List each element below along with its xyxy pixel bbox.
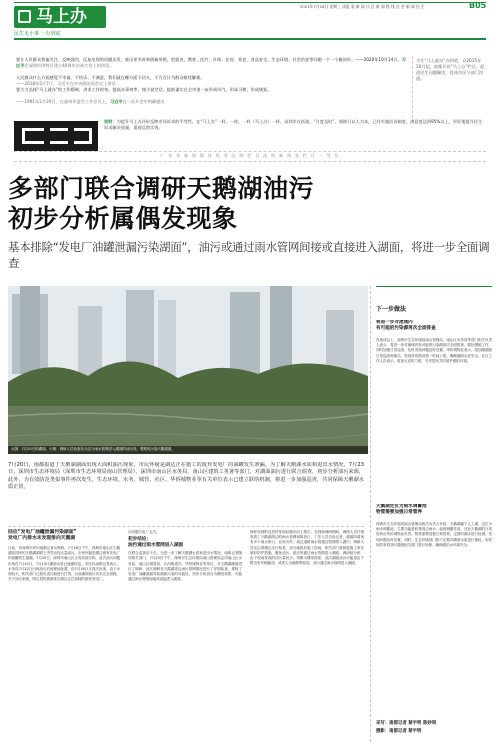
photo-caption: 大图：7月20日的湖面。小图：调研人员检查从为这与雨水管网进入湖面的油污线，观察有污染天鹅湖面。	[11, 447, 175, 451]
section-mark-bar-2	[50, 128, 68, 144]
award-line: 广 东 省 新 闻 媒 体 优 秀 品 牌 栏 目 深 圳 新 闻 奖 栏 目 一 等 奖	[160, 153, 340, 158]
intro-quote-1-tail: 在深圳经济特区建立40周年庆祝大会上的讲话。	[24, 63, 114, 68]
next-steps-heading-2a: 天鹅湖定位为雨水调蓄池	[376, 504, 427, 509]
date-line: 2021年7月28日 星期三 读报 看 新 闻 社 区 新 闻 热 线 社 会 新 闻 民 生	[300, 4, 425, 9]
story-heading-1: 回应“发电厂油罐泄漏污染湖面”	[8, 530, 77, 535]
section-mark	[14, 121, 98, 151]
award-rule-bottom	[14, 161, 486, 162]
story-heading-2: 发电厂内排水未发现排向天鹅湖	[8, 536, 76, 541]
section-mark-bar	[22, 128, 44, 144]
sidebar-divider	[370, 286, 371, 742]
next-steps-header: 下一步做法	[376, 306, 407, 313]
masthead	[0, 0, 500, 40]
intro-quote-2-text: 人民群众什么方面感觉不幸福、不快乐、不满意，我们就在哪方面下功夫，千方百计为群众排忧解难。	[16, 75, 205, 80]
lead-paragraph: 7月20日，南都报道了天鹅湖湖面出现大面积油污现象，市民怀疑是湖边正在施工的废弃发电厂的油罐发生泄漏。为了解天鹅湖水质和进出水情况，7月23日，深圳市生态环境局（深圳市生态环境局南山管理局）、深圳市南山区水务局、南山区建筑工务署等部门，对湖面油污进行联合调查，初步分析油污来源，此外，为有效防范类似事件再次发生，生态环境、水务、城管、社区、华侨城物业等有关单位表示已建立联络机制，将进一步加强巡查，共同保障天鹅湖水质正常。	[8, 462, 364, 491]
next-steps-sidebar	[376, 286, 492, 744]
photo-scene	[8, 286, 368, 454]
next-steps-header-rule	[376, 286, 492, 287]
next-steps-text-2: 深圳市生态环境局南山管理局相关负责人介绍，天鹅湖属于人工湖，定位为雨水调蓄池，主要功能是收集周边雨水，起到调蓄作用。目前天鹅湖的日常管养由华侨城物业负责，物管需要加强日常管养，定期对湖水进行检测，发现问题及时处置。同时，生态环境部门将不定期对湖面水质进行抽检，如发现异常将及时通报相关部门进行处理，确保湖泊水环境安全。	[376, 522, 492, 547]
subheadline: 基本排除“发电厂油罐泄漏污染湖面”，油污或通过雨水管网间接或直接进入湖面，将进一步全面调查	[8, 240, 490, 270]
award-rule-top	[14, 151, 486, 152]
intro-quote-3-text: 要大力弘扬“马上就办”的工作精神，讲求工作时效，提高办事效率，使少说空话，提前谋实在全市进一步形成风气，形成习惯，形成规矩。	[16, 87, 272, 92]
story-column-2-intro: 污问题与电厂无关。	[128, 530, 160, 534]
masthead-top-rule	[14, 2, 486, 3]
section-mark-bar-3	[74, 128, 92, 144]
story-column-2-text: 在联合巡查后不久，为进一步了解天鹅湖水质和进出水情况，南都记者随同相关部门，7月23日下午，深圳市生态环境局南山管理局会同南山区水务局、南山区城管局、沙河街道办、华侨城物业等单位，对天鹅湖湖面进行了调研。此次调研对天鹅湖周边雨污管网情况进行了详细检查，排除了发电厂油罐泄漏导致湖面污染的可能性，初步分析油污为偶发现象，可能通过雨水管网间接或直接进入湖面。	[128, 551, 242, 582]
headline-line-1: 多部门联合调研天鹅湖油污	[8, 174, 315, 203]
headline-line-2: 初步分析属偶发现象	[8, 204, 238, 233]
next-steps-block-2	[376, 504, 492, 714]
next-steps-heading-2b: 物管需要加强日常管养	[376, 510, 422, 515]
next-steps-heading-1b: 有可能的污染源再次全面排查	[376, 326, 436, 331]
story-column-3: 海杯说到附近居民发现问题后向上报告。在现场调研期间，调研人员仔细查看了天鹅湖周边的雨水管网和排放口，工作人员告诉记者，湖面四周现有多个雨水排口，在雨天时，周边道路雨水将通过管网排入湖中。调研人员还沿着湖边步行检查，部分地段有施工现场，相关部门将督促施工单位做好防护措施，避免油污、泥沙等通过雨水管网进入湖面。调研组分析，由于现场发现的油污量较少，判断为偶发现象，此次湖面油污可能是由于附近有车辆漏油、或者人为倾倒等原因，油污通过雨水管网进入湖面。	[250, 530, 364, 566]
intro-quote-3-name: 习近平	[110, 99, 123, 104]
credit-photo: 摄影：南都记者 蔡宇明	[376, 729, 422, 734]
intro-sidebar: 为让“马上就办”办到底，自2015年10月起，南都开设“马上办”栏目，促进民生问题解决，促成市民与部门沟通。	[416, 58, 485, 81]
next-steps-text-1: 在座谈会上，深圳市生态环境局南山管理局、南山区水务局等部门相关负责人表示，将进一步对流域内有可能的污染源再次全面排查，做好溯源工作，同时加强日常巡查，及时发现问题及时处置。华侨城物业表示，将加强湖面日常巡查和保洁，发现异常情况第一时间上报，确保湖面水质安全。社区工作人员表示，将加大宣传力度，引导居民共同爱护湖泊环境。	[376, 338, 492, 363]
story-rule	[8, 526, 364, 527]
story-column-1: 日前，有深圳市民向南都记者反映称，7月16日下午，深圳市南山区天鹅湖花园旁的天鹅湖湖面上突然出现大量油污，市民怀疑是湖边废弃发电厂的油罐发生泄漏。7月20日，深圳市南山区水务局回应称，此次油污问题出现在7月12日，7月14日湖面水质已逐渐恢复。市民向南都记者表示，水务局7月12日出现油污后到现场处置，但7月16日又再次出现，由于水面较大，相关部门已派出清污船进行打捞，目前湖面油污仍未完全清除，关于油污来源，附近居民猜测来自湖边正在拆除的废弃发电厂。	[8, 546, 120, 582]
intro-quote-3-source	[16, 99, 408, 105]
page-number: B05	[469, 1, 487, 10]
note-body: 为提升马上办评价反映市场诉求的平等性，在“马上办”一样，一样，一样《马上办》一样，深圳市在街道，“月度及时”。调推行以人为本，已经实施回访制度，满意度达到95%以上，更好地提升民生诉求解决质量，重视反馈实效。	[104, 119, 483, 130]
intro-quote-1-name: 习近平	[16, 57, 406, 68]
story-column-2	[128, 530, 242, 742]
masthead-logo	[14, 6, 106, 28]
intro-quote-1-text: 要让人民群众普遍关注，反映强烈，反复出现的问题出发，查出更多改革创新举措，把就业、教育、医疗、社保、住房、养老、食品安全、生态环境、社会治安等问题一个一个解决好。——2020年10月14日，	[16, 57, 402, 62]
intro-block	[16, 57, 408, 113]
main-photo	[8, 286, 368, 454]
intro-quote-3-tail: 在一次开会中明确提出	[122, 99, 165, 104]
logo-text: 马上办	[36, 7, 87, 27]
note-box	[104, 119, 486, 151]
photo-caption-bar	[8, 446, 368, 454]
intro-quote-1	[16, 57, 408, 75]
story-column-2-subheading: 油污通过雨水管网进入湖面	[128, 543, 184, 549]
note-text: 说明：为提升马上办评价反映市场诉求的平等性，在“马上办”一样，一样，一样《马上办》一样，深圳市在街道，“月度及时”。调推行以人为本，已经实施回访制度，满意度达到95%以上，更好地提升民生诉求解决质量，重视反馈实效。	[104, 119, 483, 130]
intro-quote-3-src: ——1991年2月20日，在福州市委会工作会议上，	[16, 99, 111, 104]
intro-divider	[412, 56, 413, 118]
note-label: 说明	[104, 119, 113, 124]
logo-subtitle: 民生无小事 一办到底	[14, 31, 61, 37]
credit-reporter: 采写：南都记者 蔡宇明 陈妙琪	[376, 721, 437, 726]
square-logo-icon	[18, 10, 31, 23]
next-steps-heading-1a: 将进一步对流域内	[376, 320, 413, 325]
intro-quote-3	[16, 87, 408, 99]
story-column-2-heading: 初步结论：	[128, 537, 151, 543]
next-steps-block-1	[376, 320, 492, 498]
masthead-bottom-rule	[14, 38, 486, 40]
intro-quote-2-source: ——2018年5月7日，习近平在中央政治局会议上讲话	[16, 81, 116, 86]
